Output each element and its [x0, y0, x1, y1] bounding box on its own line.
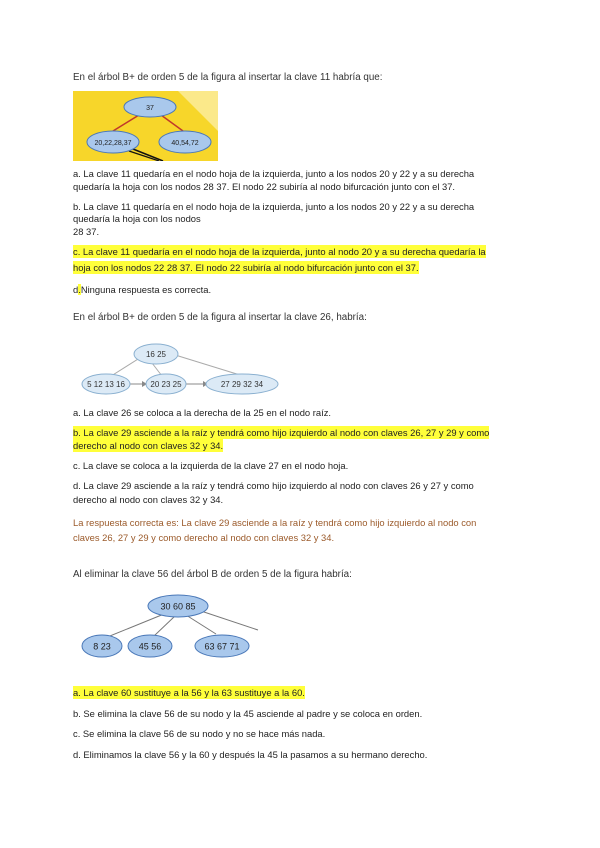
q2-option-b-line-1: b. La clave 29 asciende a la raíz y tendrá como hijo izquierdo al nodo con claves 26, 27 y 29 y como — [73, 427, 490, 438]
figure-3-child-3-label: 63 67 71 — [204, 641, 240, 652]
question-3: Al eliminar la clave 56 del árbol B de orden 5 de la figura habría: — [73, 569, 352, 580]
question-2: En el árbol B+ de orden 5 de la figura al insertar la clave 26, habría: — [73, 312, 367, 323]
figure-1-right-label: 40,54,72 — [171, 140, 199, 147]
q2-option-d-line-1: d. La clave 29 asciende a la raíz y tendrá como hijo izquierdo al nodo con claves 26 y 27 y como — [73, 480, 474, 491]
q2-option-d-line-2: derecho al nodo con claves 32 y 34. — [73, 494, 224, 505]
q3-option-b: b. Se elimina la clave 56 de su nodo y la 45 asciende al padre y se coloca en orden. — [73, 708, 423, 719]
figure-3-child-1-label: 8 23 — [93, 641, 111, 652]
q1-option-b-line-1: b. La clave 11 quedaría en el nodo hoja de la izquierda, junto a los nodos 20 y 22 y a su derecha — [73, 201, 475, 212]
figure-2-edge-3 — [172, 354, 240, 375]
q1-option-a-line-1: a. La clave 11 quedaría en el nodo hoja de la izquierda, junto a los nodos 20 y 22 y a su derecha — [73, 168, 475, 179]
q1-option-b-line-2: quedaría la hoja con los nodos — [73, 213, 201, 224]
q3-option-a: a. La clave 60 sustituye a la 56 y la 63 sustituye a la 60. — [73, 687, 305, 698]
figure-2-leaf-1-label: 5 12 13 16 — [87, 380, 125, 389]
figure-1-btree — [73, 91, 218, 161]
q3-option-d: d. Eliminamos la clave 56 y la 60 y después la 45 la pasamos a su hermano derecho. — [73, 749, 428, 760]
q2-option-a: a. La clave 26 se coloca a la derecha de la 25 en el nodo raíz. — [73, 407, 331, 418]
q3-option-c: c. Se elimina la clave 56 de su nodo y no se hace más nada. — [73, 728, 326, 739]
figure-1-leaf-link-1 — [133, 149, 163, 161]
q2-correct-answer-line-1: La respuesta correcta es: La clave 29 asciende a la raíz y tendrá como hijo izquierdo al nodo con — [73, 517, 477, 528]
figure-3-child-2-label: 45 56 — [138, 641, 162, 652]
figure-2-leaf-3-label: 27 29 32 34 — [220, 380, 264, 389]
figure-3-root-label: 30 60 85 — [160, 601, 196, 612]
q1-option-a-line-2: quedaría la hoja con los nodos 28 37. El nodo 22 subiría al nodo bifurcación junto con el 37. — [73, 181, 456, 192]
q1-option-c-line-1: c. La clave 11 quedaría en el nodo hoja de la izquierda, junto al nodo 20 y a su derecha quedaría la — [73, 246, 486, 257]
q1-option-b-line-3: 28 37. — [73, 226, 100, 237]
q1-option-d-marker: . — [78, 284, 81, 295]
figure-1-light-corner — [178, 91, 218, 131]
figure-1-arrow-left — [113, 115, 139, 131]
figure-1-arrow-right — [161, 115, 183, 131]
q2-option-b-line-2: derecho al nodo con claves 32 y 34. — [73, 440, 224, 451]
question-1: En el árbol B+ de orden 5 de la figura al insertar la clave 11 habría que: — [73, 72, 383, 83]
q2-option-c: c. La clave se coloca a la izquierda de la clave 27 en el nodo hoja. — [73, 460, 349, 471]
figure-2-leaf-2-label: 20 23 25 — [150, 380, 182, 389]
figure-1-leaf-link-2 — [129, 151, 159, 161]
figure-1-left-label: 20,22,28,37 — [94, 140, 132, 147]
q2-correct-answer-line-2: claves 26, 27 y 29 y como derecho al nodo con claves 32 y 34. — [73, 532, 335, 543]
q1-option-d-letter: d — [73, 284, 79, 295]
figure-3-edge-3 — [186, 615, 216, 634]
figure-3-edge-2 — [154, 616, 175, 636]
figure-2-bplus-tree — [80, 342, 285, 398]
figure-2-root-label: 16 25 — [145, 350, 167, 359]
figure-3-btree — [80, 594, 260, 662]
q1-option-c-line-2: hoja con los nodos 22 28 37. El nodo 22 subiría al nodo bifurcación junto con el 37. — [73, 262, 419, 273]
figure-1-root-label: 37 — [146, 105, 154, 112]
q1-option-d-text: Ninguna respuesta es correcta. — [80, 284, 212, 295]
q1-option-d — [73, 283, 211, 296]
